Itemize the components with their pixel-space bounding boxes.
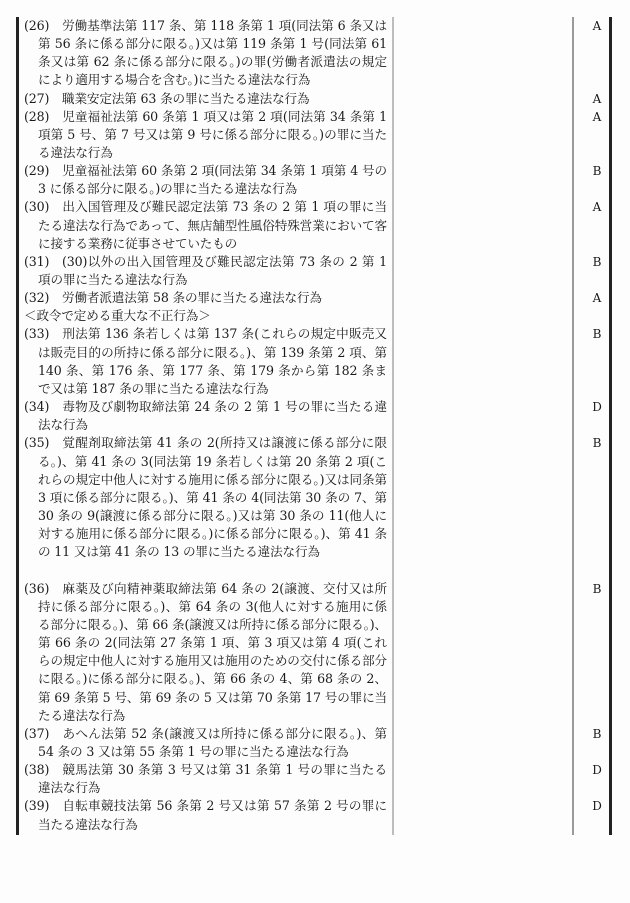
table-row — [24, 325, 602, 398]
grade-value: A — [592, 291, 602, 306]
item-number: (39) — [24, 798, 50, 814]
table-row — [24, 797, 602, 833]
item-text: 児童福祉法第 60 条第 2 項(同法第 34 条第 1 項第 4 号の 3 に係る部分に限る。)の罪に当たる違法な行為 — [38, 163, 387, 197]
item-text: 自転車競技法第 56 条第 2 号又は第 57 条第 2 号の罪に当たる違法な行為 — [38, 798, 387, 832]
table-row — [24, 398, 602, 434]
table-row — [24, 162, 602, 198]
grade-value: D — [592, 799, 602, 814]
item-number: (35) — [24, 435, 50, 451]
item-number: (28) — [24, 108, 50, 124]
table-row — [24, 90, 602, 108]
violation-description — [24, 90, 387, 108]
violation-description — [24, 325, 387, 398]
item-number: (31) — [24, 253, 50, 269]
item-number: (26) — [24, 18, 50, 33]
table-row — [24, 108, 602, 162]
item-number: (27) — [24, 90, 50, 106]
violation-description — [24, 434, 387, 579]
table-row — [24, 253, 602, 289]
item-number: (32) — [24, 290, 50, 306]
item-text: 児童福祉法第 60 条第 1 項又は第 2 項(同法第 34 条第 1 項第 5 号、第 7 号又は第 9 号に係る部分に限る。)の罪に当たる違法な行為 — [38, 108, 387, 161]
grade-value: D — [592, 400, 602, 415]
violation-table — [16, 17, 612, 835]
item-text: 刑法第 136 条若しくは第 137 条(これらの規定中販売又は販売目的の所持に係る部分に限る。)、第 139 条第 2 項、第 140 条、第 176 条、第 177 条、第 179 条から第 182 条まで又は第 187 条の罪に当たる違法な行為 — [38, 326, 387, 396]
item-number: (34) — [24, 399, 50, 415]
violation-description — [24, 289, 387, 307]
item-number: (29) — [24, 163, 50, 179]
item-text: 麻薬及び向精神薬取締法第 64 条の 2(譲渡、交付又は所持に係る部分に限る。)、第 64 条の 3(他人に対する施用に係る部分に限る。)、第 66 条(譲渡又は所持に係る部分に限る。)、第 66 条の 2(同法第 27 条第 1 項、第 3 項又は第 4 項(これらの規定中他人に対する施用又は施用のための交付に係る部分に限る。)に係る部分に限る。)、第 66 条の 4、第 68 条の 2、第 69 条第 5 号、第 69 条の 5 又は第 70 条第 17 号の罪に当たる違法な行為 — [38, 580, 387, 723]
item-number: (38) — [24, 762, 50, 778]
section-header-row — [24, 307, 594, 325]
grade-value: B — [592, 327, 602, 342]
grade-value: B — [592, 581, 602, 596]
violation-description — [24, 162, 387, 198]
violation-description — [24, 580, 387, 725]
item-number: (33) — [24, 326, 50, 342]
violation-description — [24, 398, 387, 434]
grade-value: D — [592, 763, 602, 778]
item-text: 労働基準法第 117 条、第 118 条第 1 項(同法第 6 条又は第 56 条に係る部分に限る。)又は第 119 条第 1 号(同法第 61 条又は第 62 条に係る部分に限る。)の罪(労働者派遣法の規定により適用する場合を含む。)に当たる違法な行為 — [38, 18, 387, 88]
grade-value: B — [592, 436, 602, 451]
item-text: 覚醒剤取締法第 41 条の 2(所持又は譲渡に係る部分に限る。)、第 41 条の 3(同法第 19 条若しくは第 20 条第 2 項(これらの規定中他人に対する施用に係る部分に限る。)又は同条第 3 項に係る部分に限る。)、第 41 条の 4(同法第 30 条の 7、第 30 条の 9(譲渡に係る部分に限る。)又は第 30 条の 11(他人に対する施用に係る部分に限る。)に係る部分に限る。)、第 41 条の 11 又は第 41 条の 13 の罪に当たる違法な行為 — [38, 435, 387, 560]
item-number: (30) — [24, 199, 50, 215]
item-text: 競馬法第 30 条第 3 号又は第 31 条第 1 号の罪に当たる違法な行為 — [38, 762, 387, 796]
table-row — [24, 198, 602, 252]
item-text: 職業安定法第 63 条の罪に当たる違法な行為 — [62, 90, 310, 106]
violation-description — [24, 797, 387, 833]
item-number: (36) — [24, 580, 50, 596]
item-number: (37) — [24, 725, 50, 741]
grade-value: A — [592, 200, 602, 215]
item-text: 労働者派遣法第 58 条の罪に当たる違法な行為 — [62, 290, 322, 306]
table-row — [24, 761, 602, 797]
section-header — [24, 307, 387, 325]
violation-description — [24, 761, 387, 797]
grade-value: B — [592, 164, 602, 179]
violation-description — [24, 198, 387, 252]
item-text: 出入国管理及び難民認定法第 73 条の 2 第 1 項の罪に当たる違法な行為であって、無店舗型性風俗特殊営業において客に接する業務に従事させていたもの — [38, 199, 387, 251]
table-row — [24, 580, 602, 725]
table-row — [24, 434, 602, 579]
grade-value: A — [592, 91, 602, 106]
grade-value: A — [592, 19, 602, 33]
violation-description — [24, 108, 387, 162]
item-text: ＜政令で定める重大な不正行為＞ — [24, 308, 211, 324]
grade-value: B — [592, 726, 602, 741]
item-text: あへん法第 52 条(譲渡又は所持に係る部分に限る。)、第 54 条の 3 又は第 55 条第 1 号の罪に当たる違法な行為 — [38, 725, 387, 759]
violation-description — [24, 253, 387, 289]
violation-description — [24, 725, 387, 761]
table-row — [24, 289, 602, 307]
table-row — [24, 725, 602, 761]
table-row — [24, 17, 602, 90]
item-text: (30)以外の出入国管理及び難民認定法第 73 条の 2 第 1 項の罪に当たる違法な行為 — [38, 253, 387, 288]
table-rows — [24, 17, 602, 834]
grade-value: A — [592, 109, 602, 124]
item-text: 毒物及び劇物取締法第 24 条の 2 第 1 号の罪に当たる違法な行為 — [38, 399, 387, 433]
violation-description — [24, 17, 387, 90]
grade-value: B — [592, 254, 602, 269]
